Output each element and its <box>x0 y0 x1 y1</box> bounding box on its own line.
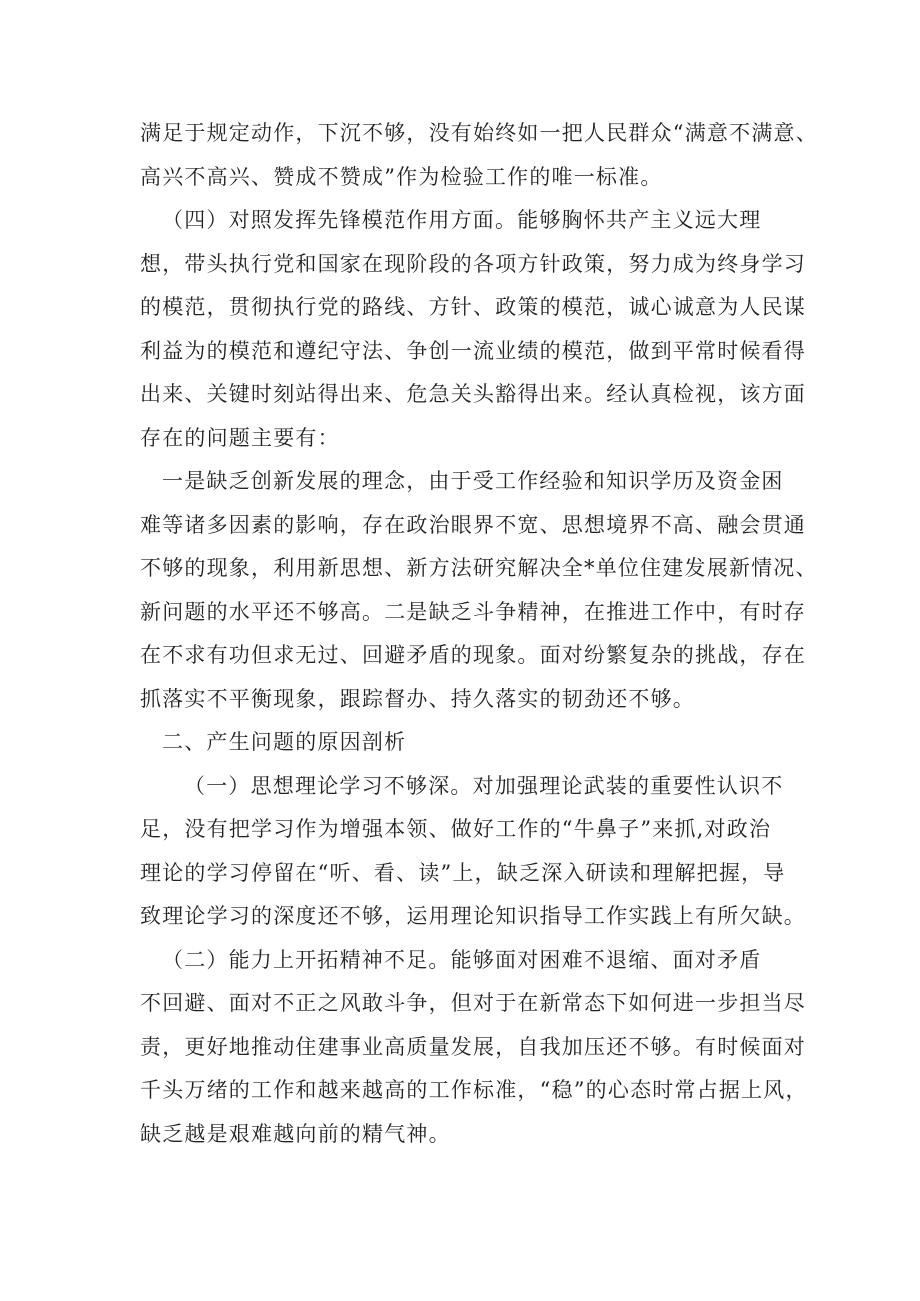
text-line: 在不求有功但求无过、回避矛盾的现象。面对纷繁复杂的挑战，存在 <box>140 643 806 667</box>
text-line: 高兴不高兴、赞成不赞成”作为检验工作的唯一标准。 <box>140 164 663 189</box>
text-line: 抓落实不平衡现象，跟踪督办、持久落实的韧劲还不够。 <box>140 686 695 711</box>
subsection-heading-2: （二）能力上开拓精神不足。能够面对困难不退缩、面对矛盾 <box>162 947 762 972</box>
text-line: 难等诸多因素的影响，存在政治眼界不宽、思想境界不高、融会贯通 <box>140 512 806 537</box>
text-line: 不够的现象，利用新思想、新方法研究解决全*单位住建发展新情况、 <box>140 556 818 580</box>
text-line: 足，没有把学习作为增强本领、做好工作的“牛鼻子”来抓,对政治 <box>140 817 772 841</box>
text-line: 缺乏越是艰难越向前的精气神。 <box>140 1121 451 1146</box>
text-line: 责，更好地推动住建事业高质量发展，自我加压还不够。有时候面对 <box>140 1034 806 1059</box>
document-body <box>140 112 818 1156</box>
paragraph-start: 一是缺乏创新发展的理念，由于受工作经验和知识学历及资金困 <box>162 469 784 493</box>
text-line: 致理论学习的深度还不够，运用理论知识指导工作实践上有所欠缺。 <box>140 904 806 928</box>
text-line: 满足于规定动作，下沉不够，没有始终如一把人民群众“满意不满意、 <box>140 121 818 145</box>
text-line: 不回避、面对不正之风敢斗争，但对于在新常态下如何进一步担当尽 <box>140 991 806 1015</box>
text-line: 新问题的水平还不够高。二是缺乏斗争精神，在推进工作中，有时存 <box>140 599 806 624</box>
text-line: 出来、关键时刻站得出来、危急关头豁得出来。经认真检视，该方面 <box>140 382 806 406</box>
text-line: 想，带头执行党和国家在现阶段的各项方针政策，努力成为终身学习 <box>140 251 806 276</box>
section-heading-4: （四）对照发挥先锋模范作用方面。能够胸怀共产主义远大理 <box>162 208 762 232</box>
text-line: 千头万绪的工作和越来越高的工作标准，“稳”的心态时常占据上风， <box>140 1078 808 1102</box>
text-line: 理论的学习停留在“听、看、读”上，缺乏深入研读和理解把握，导 <box>140 860 786 885</box>
subsection-heading-1: （一）思想理论学习不够深。对加强理论武装的重要性认识不 <box>184 773 784 798</box>
section-heading-2: 二、产生问题的原因剖析 <box>162 730 407 754</box>
text-line: 利益为的模范和遵纪守法、争创一流业绩的模范，做到平常时候看得 <box>140 338 806 363</box>
text-line: 存在的问题主要有： <box>140 425 340 450</box>
text-line: 的模范，贯彻执行党的路线、方针、政策的模范，诚心诚意为人民谋 <box>140 295 806 319</box>
